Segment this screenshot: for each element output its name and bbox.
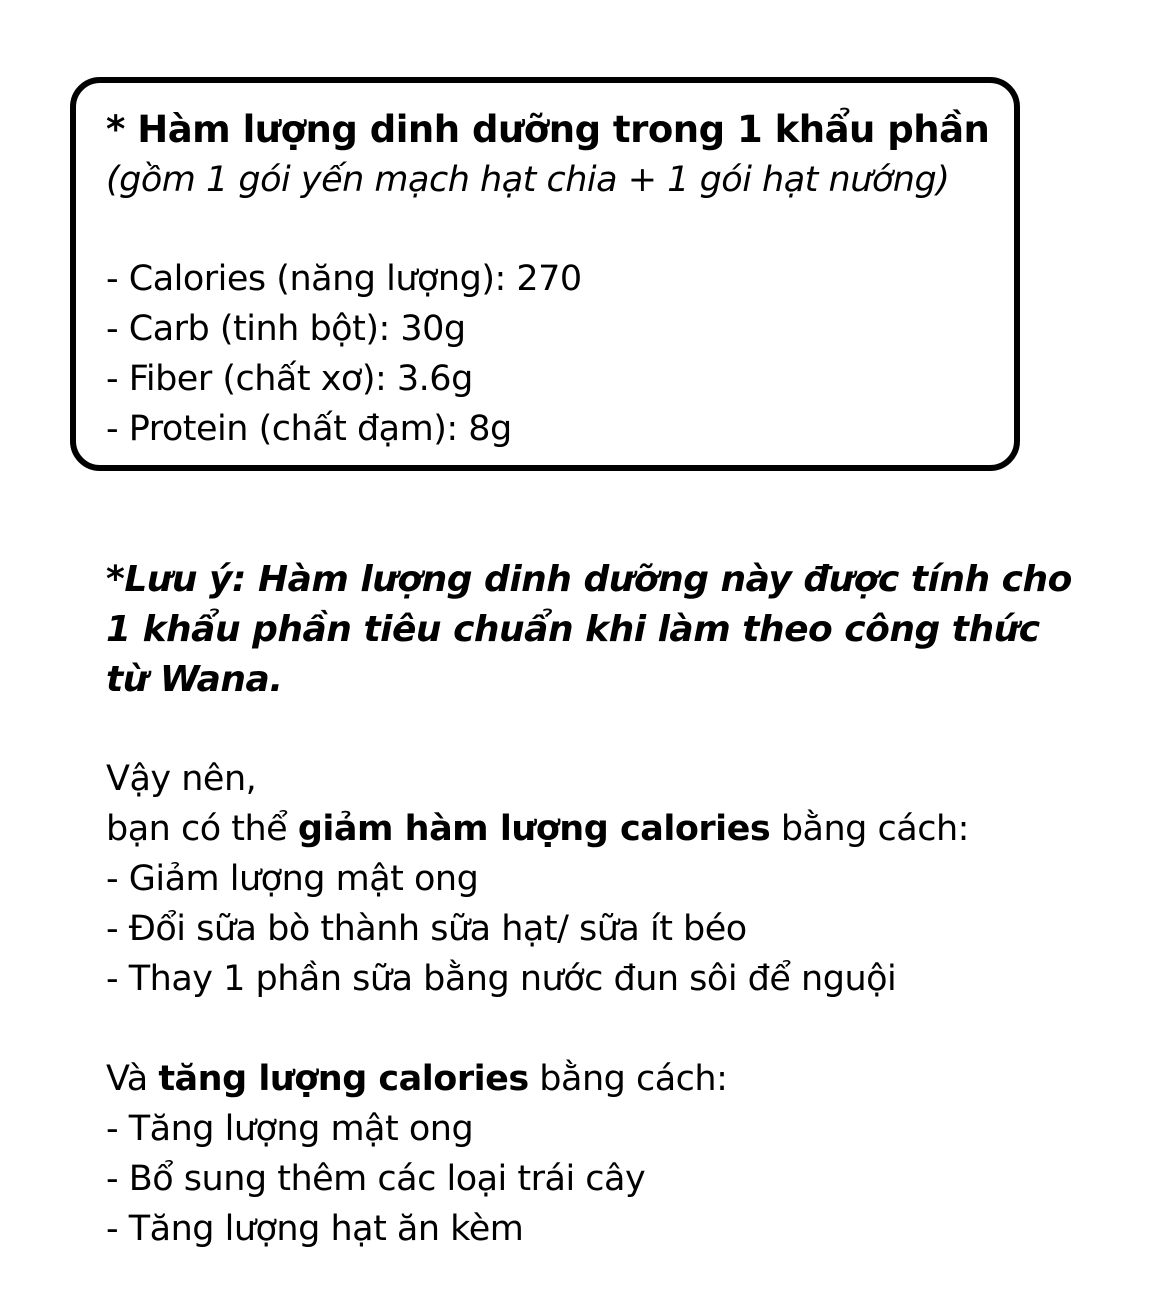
reduce-heading-suffix: bằng cách: bbox=[770, 809, 969, 849]
nutrition-item-carb: - Carb (tinh bột): 30g bbox=[106, 309, 466, 349]
note-line-2: 1 khẩu phần tiêu chuẩn khi làm theo công thức bbox=[106, 609, 1040, 650]
increase-item-fruit: - Bổ sung thêm các loại trái cây bbox=[106, 1159, 646, 1199]
increase-heading-emphasis: tăng lượng calories bbox=[158, 1059, 529, 1099]
increase-heading-prefix: Và bbox=[106, 1059, 159, 1099]
increase-item-nuts: - Tăng lượng hạt ăn kèm bbox=[106, 1209, 524, 1249]
increase-item-honey: - Tăng lượng mật ong bbox=[106, 1109, 474, 1149]
reduce-item-honey: - Giảm lượng mật ong bbox=[106, 859, 479, 899]
increase-heading-suffix: bằng cách: bbox=[528, 1059, 728, 1099]
note-line-1: *Lưu ý: Hàm lượng dinh dưỡng này được tính cho bbox=[106, 559, 1072, 600]
nutrition-item-fiber: - Fiber (chất xơ): 3.6g bbox=[106, 359, 473, 399]
nutrition-item-protein: - Protein (chất đạm): 8g bbox=[106, 409, 512, 449]
nutrition-title: * Hàm lượng dinh dưỡng trong 1 khẩu phần bbox=[106, 108, 990, 151]
reduce-heading-prefix: bạn có thể bbox=[106, 809, 298, 849]
reduce-item-milk: - Đổi sữa bò thành sữa hạt/ sữa ít béo bbox=[106, 909, 747, 949]
increase-heading bbox=[106, 1055, 727, 1103]
reduce-intro: Vậy nên, bbox=[106, 759, 257, 799]
reduce-heading bbox=[106, 805, 969, 853]
reduce-item-water: - Thay 1 phần sữa bằng nước đun sôi để nguội bbox=[106, 959, 897, 999]
nutrition-subtitle: (gồm 1 gói yến mạch hạt chia + 1 gói hạt nướng) bbox=[106, 160, 950, 200]
nutrition-item-calories: - Calories (năng lượng): 270 bbox=[106, 259, 582, 299]
note-line-3: từ Wana. bbox=[106, 659, 283, 700]
reduce-heading-emphasis: giảm hàm lượng calories bbox=[297, 809, 771, 849]
